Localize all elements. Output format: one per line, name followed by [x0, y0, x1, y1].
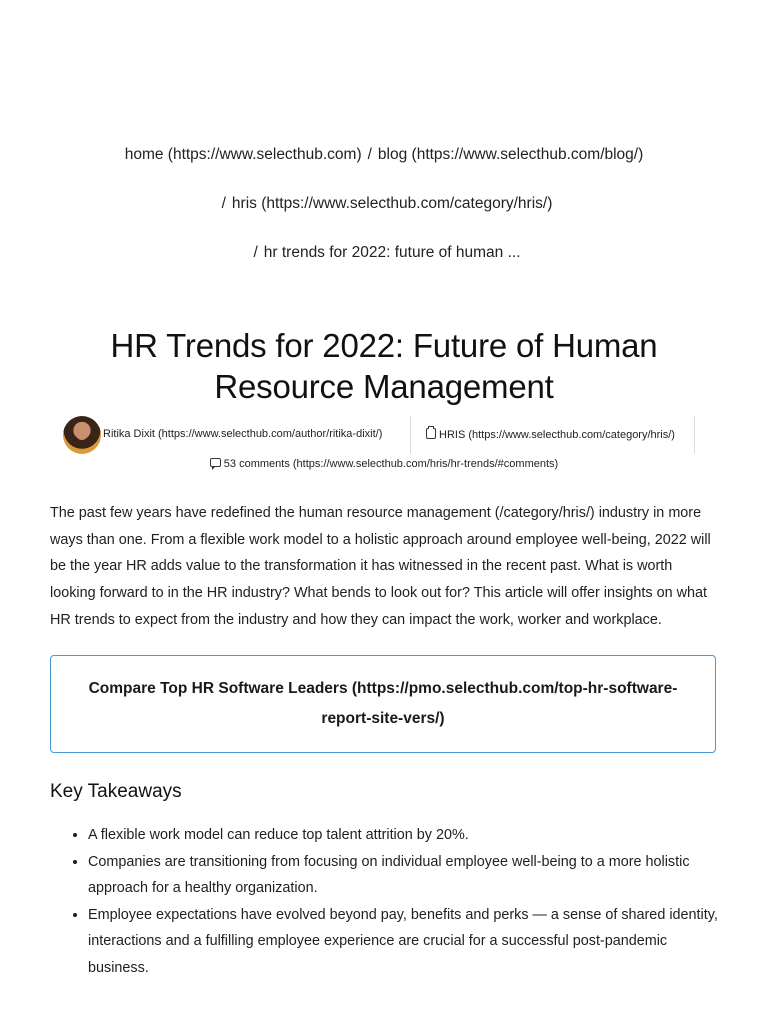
breadcrumb-line-1 — [0, 143, 768, 192]
intro-paragraph: The past few years have redefined the human resource management (/category/hris/) industry in more ways than one. From a flexible work model to a holistic approach around employee well-being, 2022 will be the year HR adds value to the transformation it has witnessed in the recent past. What is worth looking forward to in the HR industry? What bends to look out for? This article will offer insights on what HR trends to expect from the industry and how they can impact the work, worker and workplace. — [50, 505, 711, 628]
breadcrumb-separator: / — [221, 195, 226, 212]
list-item: • Companies are transitioning from focusing on individual employee well-being to a more holistic approach for a healthy organization. — [88, 849, 722, 902]
list-item: • Employee expectations have evolved beyond pay, benefits and perks — a sense of shared identity, interactions and a fulfilling employee experience are crucial for a successful post-pandemic business. — [88, 902, 722, 982]
key-takeaways-list — [50, 822, 722, 981]
author-link[interactable]: Ritika Dixit (https://www.selecthub.com/author/ritika-dixit/) — [103, 428, 383, 440]
meta-divider — [694, 416, 695, 454]
key-takeaways-heading: Key Takeaways — [50, 781, 182, 802]
author-avatar[interactable] — [63, 416, 101, 454]
breadcrumb-hris-link[interactable]: hris (https://www.selecthub.com/category/hris/) — [231, 195, 553, 212]
meta-divider — [410, 416, 411, 454]
breadcrumb-line-3 — [0, 241, 768, 290]
list-item: • A flexible work model can reduce top talent attrition by 20%. — [88, 822, 722, 849]
article-meta — [0, 416, 768, 456]
breadcrumb-separator: / — [367, 146, 372, 163]
breadcrumb-line-2 — [0, 192, 768, 241]
comment-icon — [210, 458, 221, 467]
breadcrumb — [0, 143, 768, 290]
breadcrumb-home-link[interactable]: home (https://www.selecthub.com) — [124, 146, 362, 163]
comments-link[interactable]: 53 comments (https://www.selecthub.com/hris/hr-trends/#comments) — [223, 458, 559, 470]
category-meta — [426, 428, 675, 441]
breadcrumb-separator: / — [253, 244, 258, 261]
folder-icon — [426, 428, 436, 439]
comments-meta — [0, 458, 768, 470]
category-link[interactable]: HRIS (https://www.selecthub.com/category/hris/) — [439, 429, 675, 441]
breadcrumb-blog-link[interactable]: blog (https://www.selecthub.com/blog/) — [377, 146, 644, 163]
breadcrumb-current: hr trends for 2022: future of human ... — [263, 244, 521, 261]
article-title: HR Trends for 2022: Future of Human Resource Management — [110, 327, 658, 405]
compare-hr-software-link[interactable]: Compare Top HR Software Leaders (https://pmo.selecthub.com/top-hr-software-report-site-vers/) — [88, 680, 678, 727]
cta-box — [50, 655, 716, 753]
